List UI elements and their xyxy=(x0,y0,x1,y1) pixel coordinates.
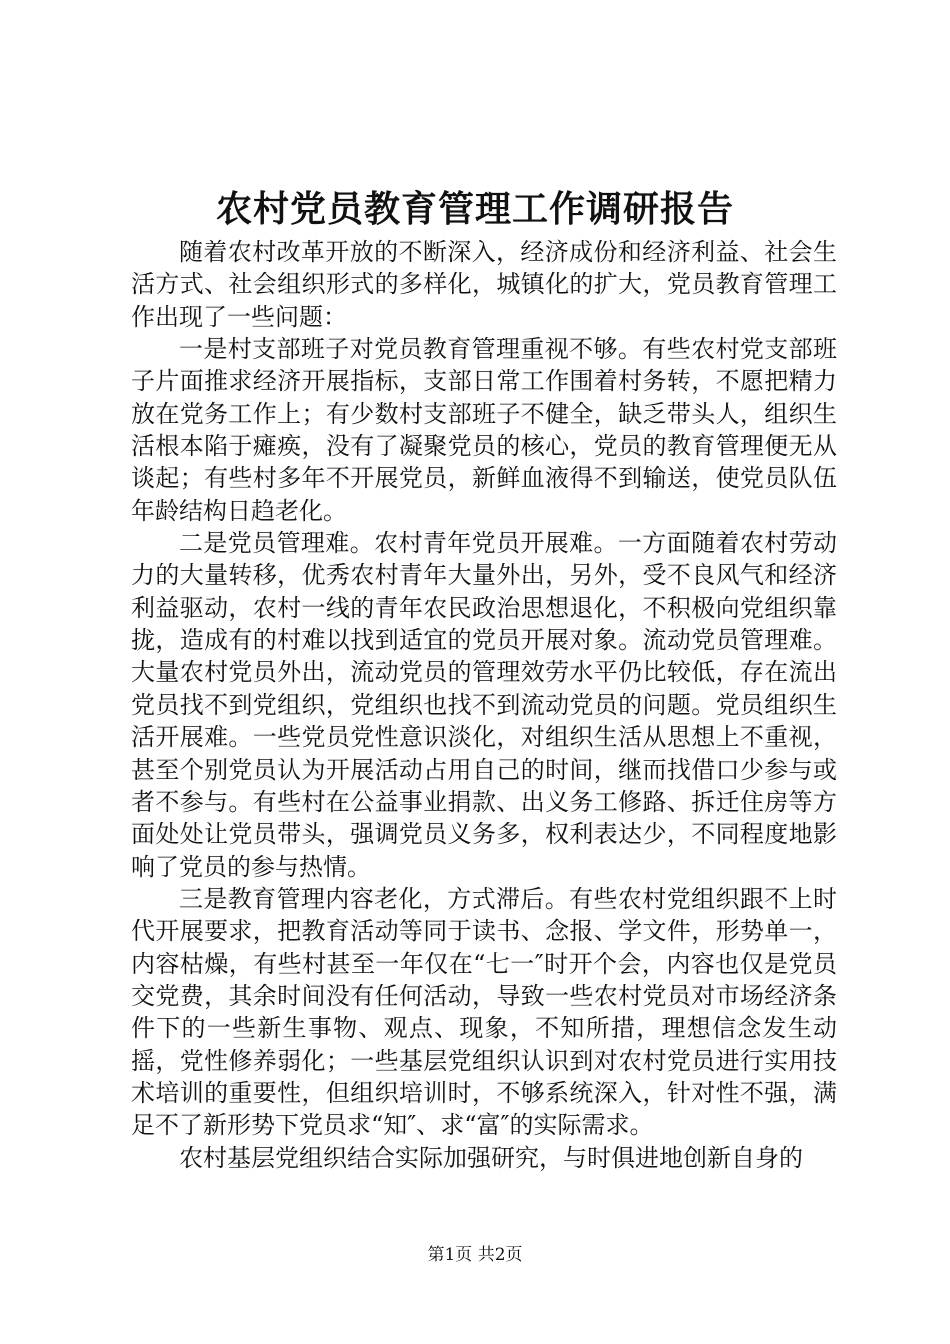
paragraph-conclusion-start: 农村基层党组织结合实际加强研究，与时俱进地创新自身的 xyxy=(179,1143,803,1172)
page-number-footer: 第1页 共2页 xyxy=(427,1245,523,1265)
document-title: 农村党员教育管理工作调研报告 xyxy=(215,188,734,230)
paragraph-point-three: 三是教育管理内容老化，方式滞后。有些农村党组织跟不上时代开展要求，把教育活动等同于读书、念报、学文件，形势单一，内容枯燥，有些村甚至一年仅在“七一″时开个会，内容也仅是党员交党费，其余时间没有任何活动，导致一些农村党员对市场经济条件下的一些新生事物、观点、现象，不知所措，理想信念发生动摇，党性修养弱化；一些基层党组织认识到对农村党员进行实用技术培训的重要性，但组织培训时，不够系统深入，针对性不强，满足不了新形势下党员求“知″、求“富″的实际需求。 xyxy=(131,884,837,1140)
paragraph-point-one: 一是村支部班子对党员教育管理重视不够。有些农村党支部班子片面推求经济开展指标，支部日常工作围着村务转，不愿把精力放在党务工作上；有少数村支部班子不健全，缺乏带头人，组织生活根本陷于瘫痪，没有了凝聚党员的核心，党员的教育管理便无从谈起；有些村多年不开展党员，新鲜血液得不到输送，使党员队伍年龄结构日趋老化。 xyxy=(131,335,837,525)
paragraph-point-two: 二是党员管理难。农村青年党员开展难。一方面随着农村劳动力的大量转移，优秀农村青年大量外出，另外，受不良风气和经济利益驱动，农村一线的青年农民政治思想退化，不积极向党组织靠拢，造成有的村难以找到适宜的党员开展对象。流动党员管理难。大量农村党员外出，流动党员的管理效劳水平仍比较低，存在流出党员找不到党组织，党组织也找不到流动党员的问题。党员组织生活开展难。一些党员党性意识淡化，对组织生活从思想上不重视，甚至个别党员认为开展活动占用自己的时间，继而找借口少参与或者不参与。有些村在公益事业捐款、出义务工修路、拆迁住房等方面处处让党员带头，强调党员义务多，权利表达少，不同程度地影响了党员的参与热情。 xyxy=(131,529,837,881)
paragraph-intro: 随着农村改革开放的不断深入，经济成份和经济利益、社会生活方式、社会组织形式的多样化，城镇化的扩大，党员教育管理工作出现了一些问题： xyxy=(131,238,837,331)
document-body xyxy=(131,236,837,1174)
